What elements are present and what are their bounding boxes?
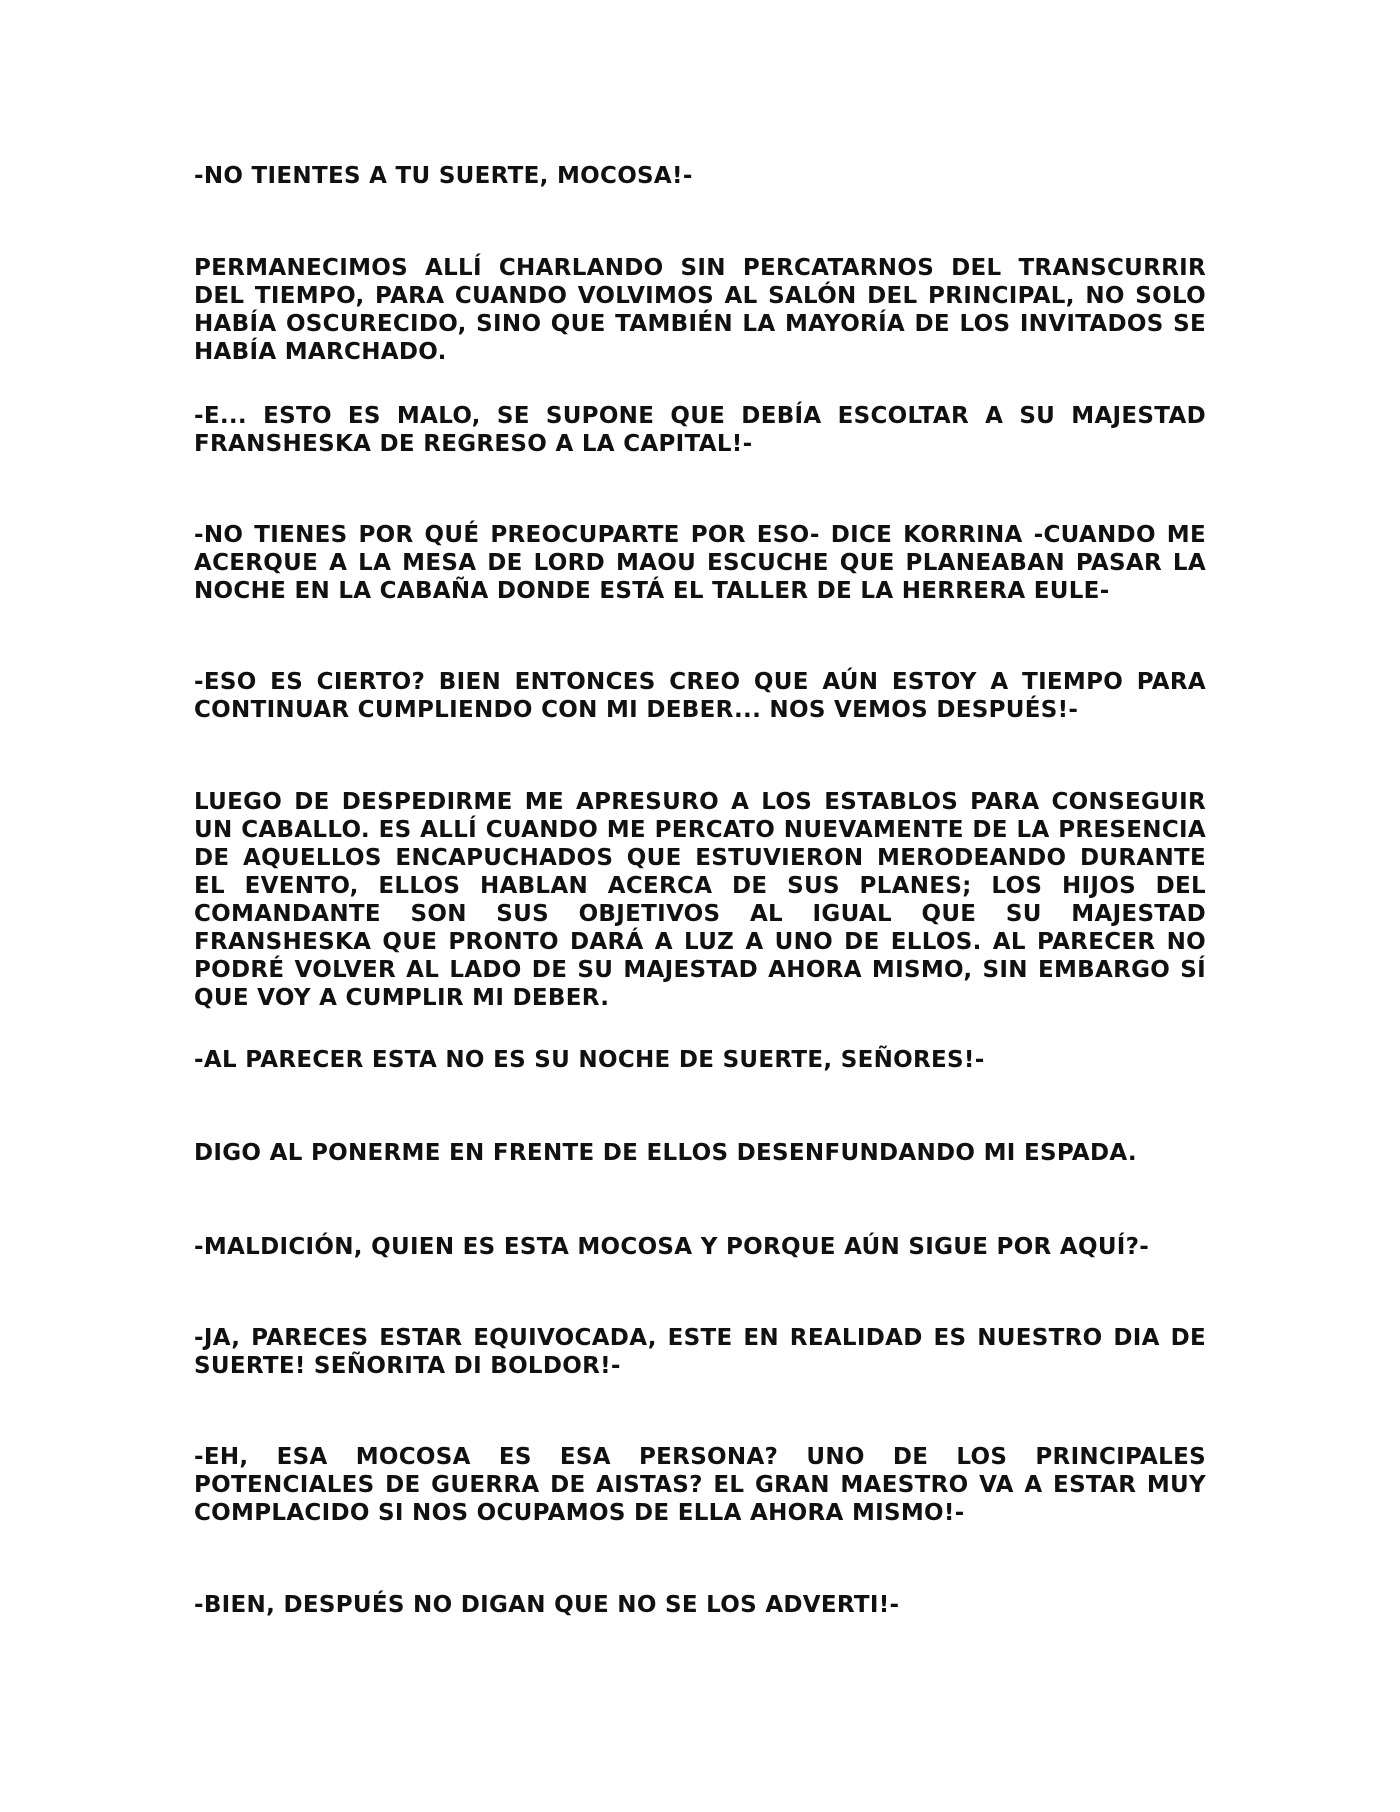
paragraph-12: -BIEN, DESPUÉS NO DIGAN QUE NO SE LOS ADVERTI!- [194,1592,900,1618]
paragraph-10: -JA, PARECES ESTAR EQUIVOCADA, ESTE EN REALIDAD ES NUESTRO DIA DE SUERTE! SEÑORITA DI BOLDOR!- [194,1325,1206,1379]
paragraph-5: -ESO ES CIERTO? BIEN ENTONCES CREO QUE AÚN ESTOY A TIEMPO PARA CONTINUAR CUMPLIENDO CON MI DEBER... NOS VEMOS DESPUÉS!- [194,669,1206,723]
paragraph-7: -AL PARECER ESTA NO ES SU NOCHE DE SUERTE, SEÑORES!- [194,1047,985,1073]
paragraph-6: LUEGO DE DESPEDIRME ME APRESURO A LOS ESTABLOS PARA CONSEGUIR UN CABALLO. ES ALLÍ CUANDO ME PERCATO NUEVAMENTE DE LA PRESENCIA DE AQUELLOS ENCAPUCHADOS QUE ESTUVIERON MERODEANDO DURANTE EL EVENTO, ELLOS HABLAN ACERCA DE SUS PLANES; LOS HIJOS DEL COMANDANTE SON SUS OBJETIVOS AL IGUAL QUE SU MAJESTAD FRANSHESKA QUE PRONTO DARÁ A LUZ A UNO DE ELLOS. AL PARECER NO PODRÉ VOLVER AL LADO DE SU MAJESTAD AHORA MISMO, SIN EMBARGO SÍ QUE VOY A CUMPLIR MI DEBER. [194,789,1206,1011]
paragraph-3: -E... ESTO ES MALO, SE SUPONE QUE DEBÍA ESCOLTAR A SU MAJESTAD FRANSHESKA DE REGRESO A LA CAPITAL!- [194,403,1206,457]
paragraph-11: -EH, ESA MOCOSA ES ESA PERSONA? UNO DE LOS PRINCIPALES POTENCIALES DE GUERRA DE AISTAS? EL GRAN MAESTRO VA A ESTAR MUY COMPLACIDO SI NOS OCUPAMOS DE ELLA AHORA MISMO!- [194,1444,1206,1526]
paragraph-8: DIGO AL PONERME EN FRENTE DE ELLOS DESENFUNDANDO MI ESPADA. [194,1140,1137,1166]
paragraph-1: -NO TIENTES A TU SUERTE, MOCOSA!- [194,163,693,189]
paragraph-9: -MALDICIÓN, QUIEN ES ESTA MOCOSA Y PORQUE AÚN SIGUE POR AQUÍ?- [194,1234,1150,1260]
paragraph-2: PERMANECIMOS ALLÍ CHARLANDO SIN PERCATARNOS DEL TRANSCURRIR DEL TIEMPO, PARA CUANDO VOLVIMOS AL SALÓN DEL PRINCIPAL, NO SOLO HABÍA OSCURECIDO, SINO QUE TAMBIÉN LA MAYORÍA DE LOS INVITADOS SE HABÍA MARCHADO. [194,255,1206,365]
paragraph-4: -NO TIENES POR QUÉ PREOCUPARTE POR ESO- DICE KORRINA -CUANDO ME ACERQUE A LA MESA DE LORD MAOU ESCUCHE QUE PLANEABAN PASAR LA NOCHE EN LA CABAÑA DONDE ESTÁ EL TALLER DE LA HERRERA EULE- [194,522,1206,604]
